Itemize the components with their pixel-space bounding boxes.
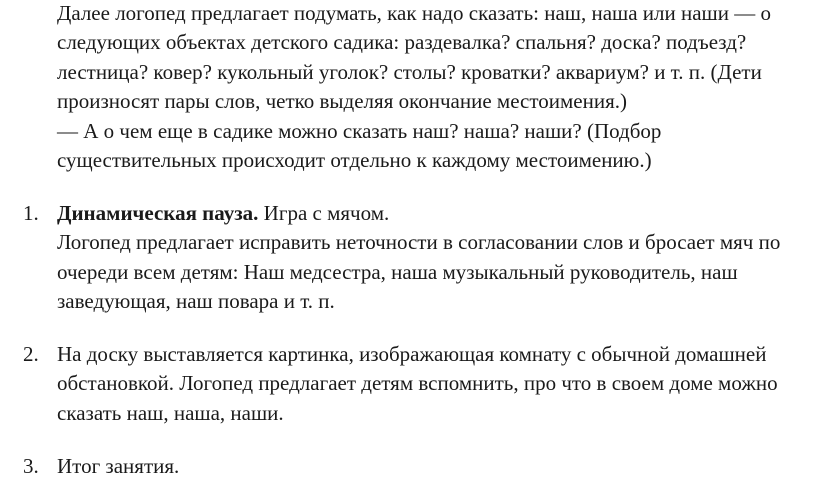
list-item-body — [57, 452, 812, 481]
item-title-rest: Игра с мячом. — [258, 201, 390, 225]
list-item-body — [57, 199, 812, 317]
text-line: Итог занятия. — [57, 454, 180, 478]
list-item-body — [57, 340, 812, 428]
text-line: лестница? ковер? кукольный уголок? столы? кроватки? аквариум? и т. п. (Дети — [57, 59, 762, 84]
text-line: произносят пары слов, четко выделяя окончание местоимения.) — [57, 89, 627, 114]
text-line: Далее логопед предлагает подумать, как надо сказать: наш, наша или наши — о — [57, 1, 771, 25]
text-line: следующих объектах детского садика: раздевалка? спальня? доска? подъезд? — [57, 30, 747, 55]
list-number: 1. — [23, 201, 39, 225]
text-line: обстановкой. Логопед предлагает детям вспомнить, про что в своем доме можно — [57, 371, 778, 396]
text-line: сказать наш, наша, наши. — [57, 400, 284, 425]
item-title: Динамическая пауза. — [57, 201, 259, 225]
text-line: На доску выставляется картинка, изображающая комнату с обычной домашней — [57, 342, 767, 366]
list-number: 2. — [23, 342, 39, 366]
text-line: Логопед предлагает исправить неточности в согласовании слов и бросает мяч по — [57, 230, 781, 255]
text-line: существительных происходит отдельно к каждому местоимению.) — [57, 147, 652, 172]
text-line: — А о чем еще в садике можно сказать наш? наша? наши? (Подбор — [57, 118, 662, 143]
text-line — [57, 199, 812, 228]
intro-paragraph — [57, 0, 809, 175]
list-number: 3. — [23, 454, 39, 478]
text-line: очереди всем детям: Наш медсестра, наша музыкальный руководитель, наш — [57, 259, 738, 284]
text-line: заведующая, наш повара и т. п. — [57, 289, 335, 314]
